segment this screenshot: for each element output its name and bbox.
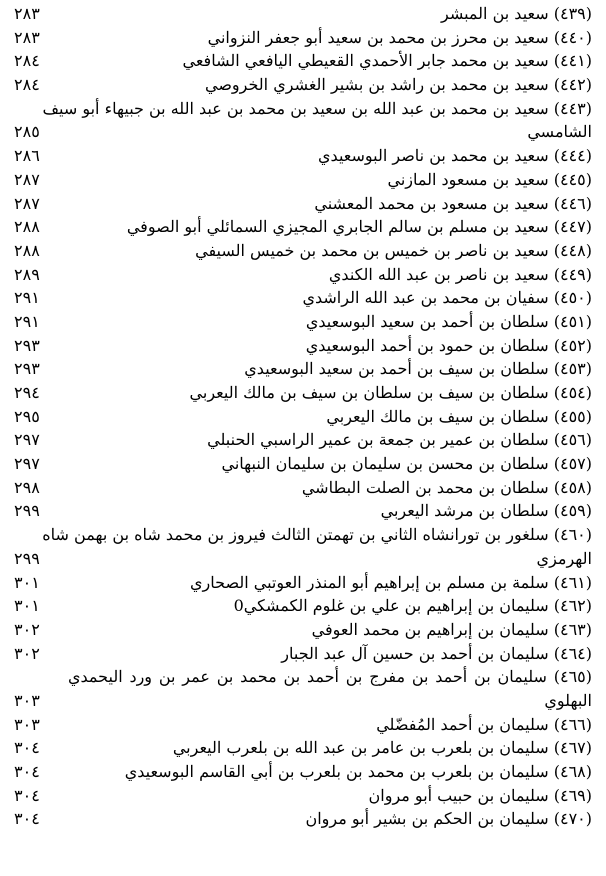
list-item <box>0 239 606 263</box>
list-item <box>0 286 606 310</box>
entry-title: (٤٤٩) سعيد بن ناصر بن عبد الله الكندي <box>328 264 592 284</box>
table-of-contents <box>0 2 606 831</box>
page-number: ٢٩١ <box>14 288 40 308</box>
page-number: ٣٠٣ <box>14 714 40 734</box>
page-number: ٣٠٢ <box>14 619 40 639</box>
list-item <box>0 499 606 523</box>
entry-title: البهلوي <box>544 690 592 710</box>
entry-title: (٤٦٩) سليمان بن حبيب أبو مروان <box>368 785 592 805</box>
page-number: ٢٩٣ <box>14 359 40 379</box>
list-item <box>0 547 606 571</box>
list-item <box>0 571 606 595</box>
entry-title: (٤٥٧) سلطان بن محسن بن سليمان بن سليمان النبهاني <box>221 454 592 474</box>
page-number: ٣٠٤ <box>14 785 40 805</box>
entry-title: (٤٦٨) سليمان بن بلعرب بن محمد بن بلعرب بن أبي القاسم البوسعيدي <box>124 762 592 781</box>
list-item <box>0 144 606 168</box>
entry-title: (٤٦٤) سليمان بن أحمد بن حسين آل عبد الجبار <box>281 643 592 663</box>
page-number: ٢٨٣ <box>14 27 40 47</box>
list-item <box>0 381 606 405</box>
entry-title: (٤٦٦) سليمان بن أحمد المُفضّلي <box>376 714 592 734</box>
entry-title: (٤٦٢) سليمان بن إبراهيم بن علي بن غلوم الكمشكي0 <box>233 596 592 616</box>
page-number: ٢٩٩ <box>14 501 40 521</box>
page-number: ٢٩٤ <box>14 383 40 402</box>
entry-title: (٤٥٨) سلطان بن محمد بن الصلت البطاشي <box>301 477 592 497</box>
list-item <box>0 215 606 239</box>
list-item <box>0 689 606 713</box>
page-number: ٣٠٢ <box>14 643 40 663</box>
page-number: ٣٠١ <box>14 572 40 592</box>
list-item <box>0 2 606 26</box>
list-item <box>0 120 606 144</box>
list-item <box>0 192 606 216</box>
list-item <box>0 428 606 452</box>
entry-title: (٤٥٣) سلطان بن سيف بن أحمد بن سعيد البوسعيدي <box>244 359 592 379</box>
entry-title: (٤٤٠) سعيد بن محرز بن محمد بن سعيد أبو جعفر النزواني <box>207 27 592 47</box>
entry-title: (٤٥٩) سلطان بن مرشد اليعربي <box>380 501 592 521</box>
page-number: ٢٩١ <box>14 311 40 331</box>
page-number: ٢٩٧ <box>14 454 40 474</box>
page-number: ٢٨٧ <box>14 193 40 213</box>
page-number: ٢٩٧ <box>14 430 40 450</box>
entry-title: (٤٣٩) سعيد بن المبشر <box>440 4 592 23</box>
list-item <box>0 618 606 642</box>
list-item <box>0 263 606 287</box>
page-number: ٢٨٣ <box>14 4 40 23</box>
entry-title: (٤٥٤) سلطان بن سيف بن سلطان بن سيف بن مالك اليعربي <box>189 383 592 402</box>
page-number: ٢٩٨ <box>14 477 40 497</box>
entry-title: الهرمزي <box>536 548 592 568</box>
list-item <box>0 807 606 831</box>
page-number: ٢٨٧ <box>14 169 40 189</box>
list-item <box>0 334 606 358</box>
page-number: ٣٠٤ <box>14 762 40 781</box>
list-item <box>0 736 606 760</box>
entry-title: (٤٦٠) سلغور بن تورانشاه الثاني بن تهمتن الثالث فيروز بن محمد شاه بن بهمن شاه <box>42 525 592 545</box>
list-item <box>0 49 606 73</box>
list-item <box>0 523 606 547</box>
entry-title: (٤٧٠) سليمان بن الحكم بن بشير أبو مروان <box>305 809 592 829</box>
page-number: ٢٨٨ <box>14 217 40 237</box>
list-item <box>0 26 606 50</box>
page-number: ٢٨٨ <box>14 240 40 260</box>
list-item <box>0 713 606 737</box>
entry-title: (٤٤٧) سعيد بن مسلم بن سالم الجابري المجيزي السمائلي أبو الصوفي <box>126 217 592 237</box>
page-number: ٢٨٦ <box>14 146 40 166</box>
entry-title: (٤٤١) سعيد بن محمد جابر الأحمدي القعيطي اليافعي الشافعي <box>182 51 592 71</box>
list-item <box>0 168 606 192</box>
list-item <box>0 452 606 476</box>
page-number: ٢٨٥ <box>14 122 40 142</box>
list-item <box>0 642 606 666</box>
list-item <box>0 594 606 618</box>
page-number: ٣٠١ <box>14 596 40 616</box>
page-number: ٢٨٩ <box>14 264 40 284</box>
entry-title: (٤٤٣) سعيد بن محمد بن عبد الله بن سعيد بن محمد بن عبد الله بن جبيهاء أبو سيف <box>42 98 592 118</box>
list-item <box>0 73 606 97</box>
entry-title: (٤٦١) سلمة بن مسلم بن إبراهيم أبو المنذر العوتبي الصحاري <box>190 572 592 592</box>
entry-title: (٤٥٦) سلطان بن عمير بن جمعة بن عمير الراسبي الحنبلي <box>207 430 592 450</box>
page-number: ٢٩٥ <box>14 406 40 426</box>
page-number: ٢٩٣ <box>14 335 40 355</box>
entry-title: (٤٥١) سلطان بن أحمد بن سعيد البوسعيدي <box>305 311 592 331</box>
entry-title: الشامسي <box>527 122 592 142</box>
entry-title: (٤٤٢) سعيد بن محمد بن راشد بن بشير الغشري الخروصي <box>205 75 592 95</box>
page-number: ٢٩٩ <box>14 548 40 568</box>
entry-title: (٤٦٧) سليمان بن بلعرب بن عامر بن عبد الله بن بلعرب اليعربي <box>172 738 592 758</box>
entry-title: (٤٥٥) سلطان بن سيف بن مالك اليعربي <box>326 406 592 426</box>
page-number: ٣٠٣ <box>14 690 40 710</box>
list-item <box>0 760 606 784</box>
list-item <box>0 784 606 808</box>
page-number: ٢٨٤ <box>14 51 40 71</box>
page-number: ٣٠٤ <box>14 738 40 758</box>
list-item <box>0 97 606 121</box>
entry-title: (٤٥٢) سلطان بن حمود بن أحمد البوسعيدي <box>305 335 592 355</box>
list-item <box>0 310 606 334</box>
list-item <box>0 665 606 689</box>
page-number: ٢٨٤ <box>14 75 40 95</box>
list-item <box>0 357 606 381</box>
page-number: ٣٠٤ <box>14 809 40 829</box>
entry-title: (٤٦٥) سليمان بن أحمد بن مفرج بن أحمد بن محمد بن عمر بن ورد اليحمدي <box>68 667 592 687</box>
entry-title: (٤٦٣) سليمان بن إبراهيم بن محمد العوفي <box>311 619 592 639</box>
entry-title: (٤٤٤) سعيد بن محمد بن ناصر البوسعيدي <box>318 146 592 166</box>
entry-title: (٤٤٦) سعيد بن مسعود بن محمد المعشني <box>314 193 592 213</box>
entry-title: (٤٤٨) سعيد بن ناصر بن خميس بن محمد بن خميس السيفي <box>195 240 592 260</box>
list-item <box>0 476 606 500</box>
entry-title: (٤٤٥) سعيد بن مسعود المازني <box>387 169 592 189</box>
entry-title: (٤٥٠) سفيان بن محمد بن عبد الله الراشدي <box>302 288 592 308</box>
list-item <box>0 405 606 429</box>
